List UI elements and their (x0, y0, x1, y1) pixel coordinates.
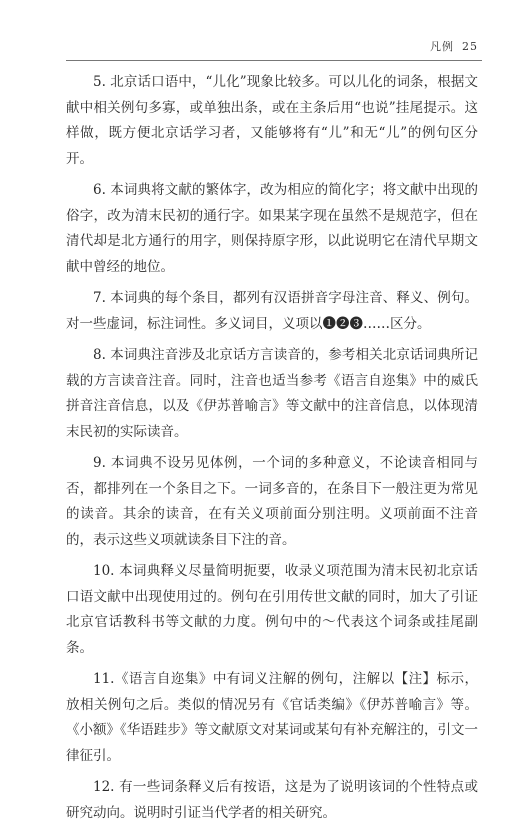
paragraph-12: 12. 有一些词条释义后有按语，这是为了说明该词的个性特点或研究动向。说明时引证当代学者的相关研究。 (66, 779, 478, 821)
paragraph-7: 7. 本词典的每个条目，都列有汉语拼音字母注音、释义、例句。对一些虚词，标注词性。多义词目，义项以❶❷❸……区分。 (66, 290, 478, 332)
paragraph-8: 8. 本词典注音涉及北京话方言读音的，参考相关北京话词典所记载的方言读音注音。同时，注音也适当参考《语言自迩集》中的威氏拼音注音信息，以及《伊苏普喻言》等文献中的注音信息，以体现清末民初的实际读音。 (66, 347, 478, 440)
paragraph-11: 11.《语言自迩集》中有词义注解的例句，注解以【注】标示，放相关例句之后。类似的情况另有《官话类编》《伊苏普喻言》等。《小额》《华语跬步》等文献原文对某词或某句有补充解注的，引文一律征引。 (66, 671, 478, 764)
paragraph-9: 9. 本词典不设另见体例，一个词的多种意义，不论读音相同与否，都排列在一个条目之下。一词多音的，在条目下一般注更为常见的读音。其余的读音，在有关义项前面分别注明。义项前面不注音的，表示这些义项就读条目下注的音。 (66, 455, 478, 548)
paragraph-5: 5. 北京话口语中，“儿化”现象比较多。可以儿化的词条，根据文献中相关例句多寡，或单独出条，或在主条后用“也说”挂尾提示。这样做，既方便北京话学习者，又能够将有“儿”和无“儿”的例句区分开。 (66, 74, 478, 167)
header-rule (66, 60, 482, 61)
running-header (430, 38, 478, 54)
paragraph-10: 10. 本词典释义尽量简明扼要，收录义项范围为清末民初北京话口语文献中出现使用过的。例句在引用传世文献的同时，加大了引证北京官话教科书等文献的力度。例句中的～代表这个词条或挂尾副条。 (66, 563, 478, 656)
section-title: 凡例 (430, 40, 454, 53)
paragraph-6: 6. 本词典将文献的繁体字，改为相应的简化字；将文献中出现的俗字，改为清末民初的通行字。如果某字现在虽然不是规范字，但在清代却是北方通行的用字，则保持原字形，以此说明它在清代早期文献中曾经的地位。 (66, 182, 478, 275)
page-body (66, 70, 478, 832)
page-number: 25 (462, 40, 478, 53)
